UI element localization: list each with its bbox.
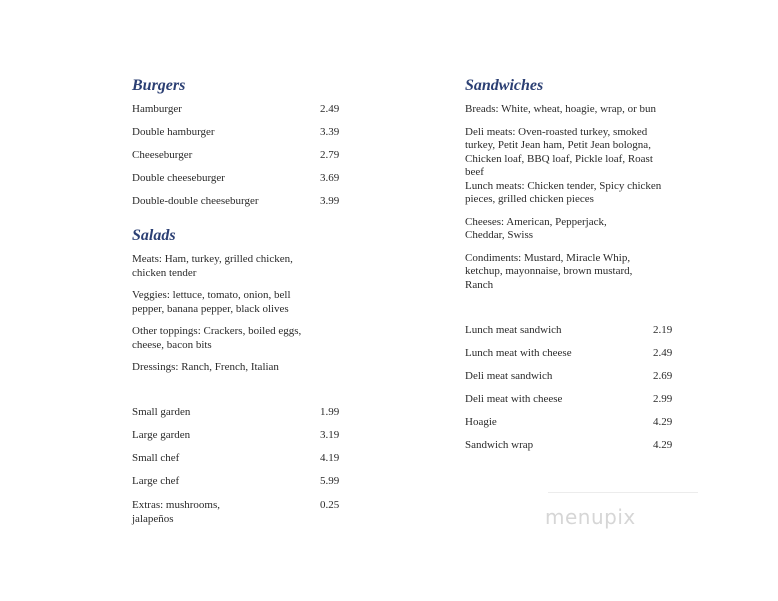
item-price: 4.29: [653, 439, 673, 451]
sandwiches-list: [465, 324, 675, 452]
item-price: 0.25: [320, 498, 340, 511]
watermark-logo: menupix: [545, 505, 636, 529]
item-name: Hamburger: [132, 103, 182, 115]
menu-item: [132, 452, 342, 465]
burgers-list: [132, 103, 342, 208]
menu-item: [132, 429, 342, 442]
sandwiches-heading: Sandwiches: [465, 77, 544, 94]
item-price: 4.29: [653, 416, 673, 428]
salad-other-toppings: Other toppings: Crackers, boiled eggs, cheese, bacon bits: [132, 325, 302, 351]
item-name: Hoagie: [465, 416, 497, 428]
menu-item: [132, 498, 342, 526]
left-column: [132, 76, 342, 526]
salads-list: [132, 406, 342, 526]
item-name: Cheeseburger: [132, 149, 193, 161]
salad-veggies: Veggies: lettuce, tomato, onion, bell pepper, banana pepper, black olives: [132, 289, 291, 315]
item-price: 2.79: [320, 149, 340, 161]
item-name: Deli meat sandwich: [465, 370, 553, 382]
menu-item: [132, 149, 342, 162]
item-price: 2.49: [320, 103, 340, 115]
burgers-heading: Burgers: [132, 77, 186, 94]
menu-item: [465, 370, 675, 383]
item-name: Small chef: [132, 451, 180, 464]
item-price: 2.69: [653, 370, 673, 382]
item-name: Lunch meat with cheese: [465, 347, 572, 359]
item-price: 3.19: [320, 428, 340, 441]
menu-item: [132, 475, 342, 488]
item-price: 5.99: [320, 474, 340, 487]
sandwich-condiments: Condiments: Mustard, Miracle Whip, ketchup, mayonnaise, brown mustard, Ranch: [465, 251, 633, 291]
item-price: 3.39: [320, 126, 340, 138]
menu-item: [132, 406, 342, 419]
item-price: 1.99: [320, 405, 340, 418]
item-name: Double hamburger: [132, 126, 215, 138]
right-column: [465, 76, 675, 452]
item-name: Large chef: [132, 474, 180, 487]
item-price: 2.99: [653, 393, 673, 405]
menu-item: [465, 393, 675, 406]
item-price: 4.19: [320, 451, 340, 464]
item-name: Sandwich wrap: [465, 439, 534, 451]
menu-item: [132, 126, 342, 139]
item-price: 2.19: [653, 324, 673, 336]
item-price: 3.69: [320, 172, 340, 184]
item-name: Double cheeseburger: [132, 172, 225, 184]
menu-item: [132, 172, 342, 185]
item-name: Lunch meat sandwich: [465, 324, 562, 336]
sandwich-cheeses: Cheeses: American, Pepperjack, Cheddar, Swiss: [465, 215, 607, 241]
menu-item: [465, 347, 675, 360]
menu-item: [465, 439, 675, 452]
item-name: Small garden: [132, 405, 191, 418]
item-price: 3.99: [320, 195, 340, 207]
sandwich-deli-meats: Deli meats: Oven-roasted turkey, smoked turkey, Petit Jean ham, Petit Jean bologna, Chicken loaf, BBQ loaf, Pickle loaf, Roast beef: [465, 125, 653, 178]
menu-item: [132, 103, 342, 116]
sandwich-breads: Breads: White, wheat, hoagie, wrap, or bun: [465, 103, 657, 115]
salad-meats: Meats: Ham, turkey, grilled chicken, chicken tender: [132, 253, 293, 279]
salads-heading: Salads: [132, 227, 176, 244]
item-name: Extras: mushrooms, jalapeños: [132, 498, 220, 525]
menu-item: [465, 324, 675, 337]
item-name: Large garden: [132, 428, 191, 441]
menu-item: [465, 416, 675, 429]
item-price: 2.49: [653, 347, 673, 359]
salad-dressings: Dressings: Ranch, French, Italian: [132, 361, 279, 373]
item-name: Deli meat with cheese: [465, 393, 563, 405]
watermark-rule: [548, 492, 698, 493]
menu-item: [132, 195, 342, 208]
item-name: Double-double cheeseburger: [132, 195, 259, 207]
sandwich-lunch-meats: Lunch meats: Chicken tender, Spicy chicken pieces, grilled chicken pieces: [465, 179, 662, 205]
